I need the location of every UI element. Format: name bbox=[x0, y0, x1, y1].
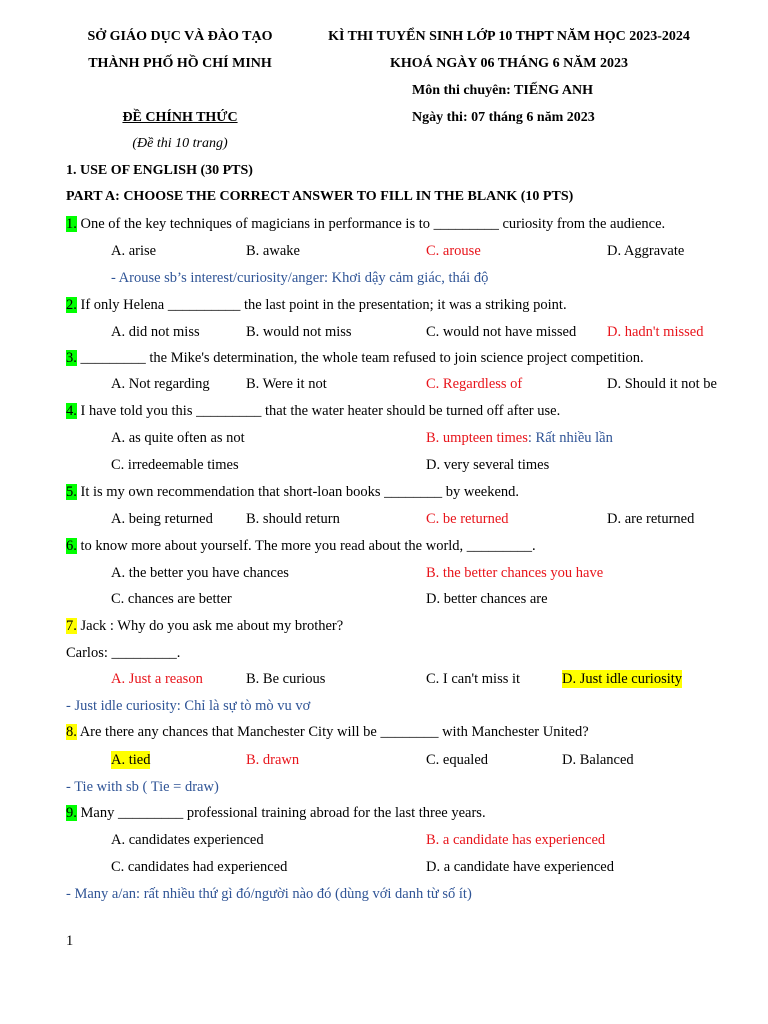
option: A. as quite often as not bbox=[111, 430, 245, 446]
correct-option: D. hadn't missed bbox=[607, 324, 704, 340]
option: A. the better you have chances bbox=[111, 565, 289, 581]
question-text: If only Helena __________ the last point in the presentation; it was a striking point. bbox=[76, 297, 567, 313]
question-text: I have told you this _________ that the water heater should be turned off after use. bbox=[76, 403, 561, 419]
question-8 bbox=[66, 723, 589, 741]
exam-date: Ngày thi: 07 tháng 6 năm 2023 bbox=[412, 110, 595, 125]
option: C. irredeemable times bbox=[111, 457, 239, 473]
question-number: 8. bbox=[66, 724, 77, 740]
option: C. chances are better bbox=[111, 591, 232, 607]
option: D. Balanced bbox=[562, 752, 634, 768]
option: A. being returned bbox=[111, 511, 213, 527]
question-text: It is my own recommendation that short-loan books ________ by weekend. bbox=[76, 484, 520, 500]
option: A. arise bbox=[111, 243, 157, 259]
question-5 bbox=[66, 483, 519, 501]
page-number: 1 bbox=[66, 933, 74, 949]
correct-option: D. Just idle curiosity bbox=[562, 671, 683, 687]
correct-option: C. arouse bbox=[426, 243, 481, 259]
question-text: to know more about yourself. The more you read about the world, _________. bbox=[76, 538, 536, 554]
option: D. Should it not be bbox=[607, 376, 717, 392]
explanation-note: : Rất nhiều lần bbox=[527, 430, 613, 446]
explanation-note: - Arouse sb’s interest/curiosity/anger: Khơi dậy cảm giác, thái độ bbox=[111, 270, 489, 286]
option: B. Be curious bbox=[246, 671, 326, 687]
option: A. Not regarding bbox=[111, 376, 210, 392]
department-name: SỞ GIÁO DỤC VÀ ĐÀO TẠO bbox=[87, 29, 273, 44]
question-9 bbox=[66, 804, 486, 822]
option: D. a candidate have experienced bbox=[426, 859, 614, 875]
exam-title: KÌ THI TUYỂN SINH LỚP 10 THPT NĂM HỌC 2023-2024 bbox=[328, 29, 690, 44]
question-text: Are there any chances that Manchester City will be ________ with Manchester United? bbox=[76, 724, 589, 740]
question-text-line2: Carlos: _________. bbox=[66, 645, 181, 661]
option: D. very several times bbox=[426, 457, 550, 473]
correct-option: B. a candidate has experienced bbox=[426, 832, 606, 848]
question-2 bbox=[66, 296, 567, 314]
correct-option: C. Regardless of bbox=[426, 376, 523, 392]
section-title: 1. USE OF ENGLISH (30 PTS) bbox=[66, 163, 253, 178]
marked-option: A. Just a reason bbox=[111, 671, 203, 687]
exam-subject: Môn thi chuyên: TIẾNG ANH bbox=[412, 83, 593, 98]
part-title: PART A: CHOOSE THE CORRECT ANSWER TO FILL IN THE BLANK (10 PTS) bbox=[66, 189, 574, 204]
question-text: Many _________ professional training abroad for the last three years. bbox=[76, 805, 486, 821]
option: A. did not miss bbox=[111, 324, 200, 340]
correct-option: A. tied bbox=[111, 752, 151, 768]
question-number: 1. bbox=[66, 216, 77, 232]
question-number: 6. bbox=[66, 538, 77, 554]
option: C. I can't miss it bbox=[426, 671, 521, 687]
explanation-note: - Many a/an: rất nhiều thứ gì đó/người nào đó (dùng với danh từ số ít) bbox=[66, 886, 472, 902]
option: C. equaled bbox=[426, 752, 489, 768]
question-number: 2. bbox=[66, 297, 77, 313]
option: B. should return bbox=[246, 511, 340, 527]
option: D. Aggravate bbox=[607, 243, 685, 259]
explanation-note: - Tie with sb ( Tie = draw) bbox=[66, 779, 219, 795]
question-4 bbox=[66, 402, 560, 420]
explanation-note: - Just idle curiosity: Chỉ là sự tò mò vu vơ bbox=[66, 698, 311, 714]
question-number: 4. bbox=[66, 403, 77, 419]
question-number: 7. bbox=[66, 618, 77, 634]
question-3 bbox=[66, 349, 644, 367]
pages-note: (Đề thi 10 trang) bbox=[132, 136, 228, 151]
question-1 bbox=[66, 215, 665, 233]
option: D. better chances are bbox=[426, 591, 548, 607]
option: C. would not have missed bbox=[426, 324, 577, 340]
option: B. awake bbox=[246, 243, 300, 259]
city-name: THÀNH PHỐ HỒ CHÍ MINH bbox=[88, 56, 272, 71]
correct-option: C. be returned bbox=[426, 511, 509, 527]
correct-option-row bbox=[426, 429, 613, 447]
correct-option: B. umpteen times bbox=[426, 430, 528, 446]
question-number: 3. bbox=[66, 350, 77, 366]
question-number: 9. bbox=[66, 805, 77, 821]
question-text: Jack : Why do you ask me about my brother? bbox=[76, 618, 344, 634]
question-number: 5. bbox=[66, 484, 77, 500]
option: B. Were it not bbox=[246, 376, 327, 392]
option: D. are returned bbox=[607, 511, 695, 527]
question-text: One of the key techniques of magicians in performance is to _________ curiosity from the audience. bbox=[76, 216, 666, 232]
option: B. would not miss bbox=[246, 324, 352, 340]
marked-option: B. drawn bbox=[246, 752, 300, 768]
option: A. candidates experienced bbox=[111, 832, 264, 848]
option: C. candidates had experienced bbox=[111, 859, 288, 875]
exam-session: KHOÁ NGÀY 06 THÁNG 6 NĂM 2023 bbox=[390, 56, 628, 71]
official-label: ĐỀ CHÍNH THỨC bbox=[122, 110, 238, 125]
question-7 bbox=[66, 617, 343, 635]
question-6 bbox=[66, 537, 536, 555]
question-text: _________ the Mike's determination, the whole team refused to join science project competition. bbox=[76, 350, 644, 366]
correct-option: B. the better chances you have bbox=[426, 565, 604, 581]
